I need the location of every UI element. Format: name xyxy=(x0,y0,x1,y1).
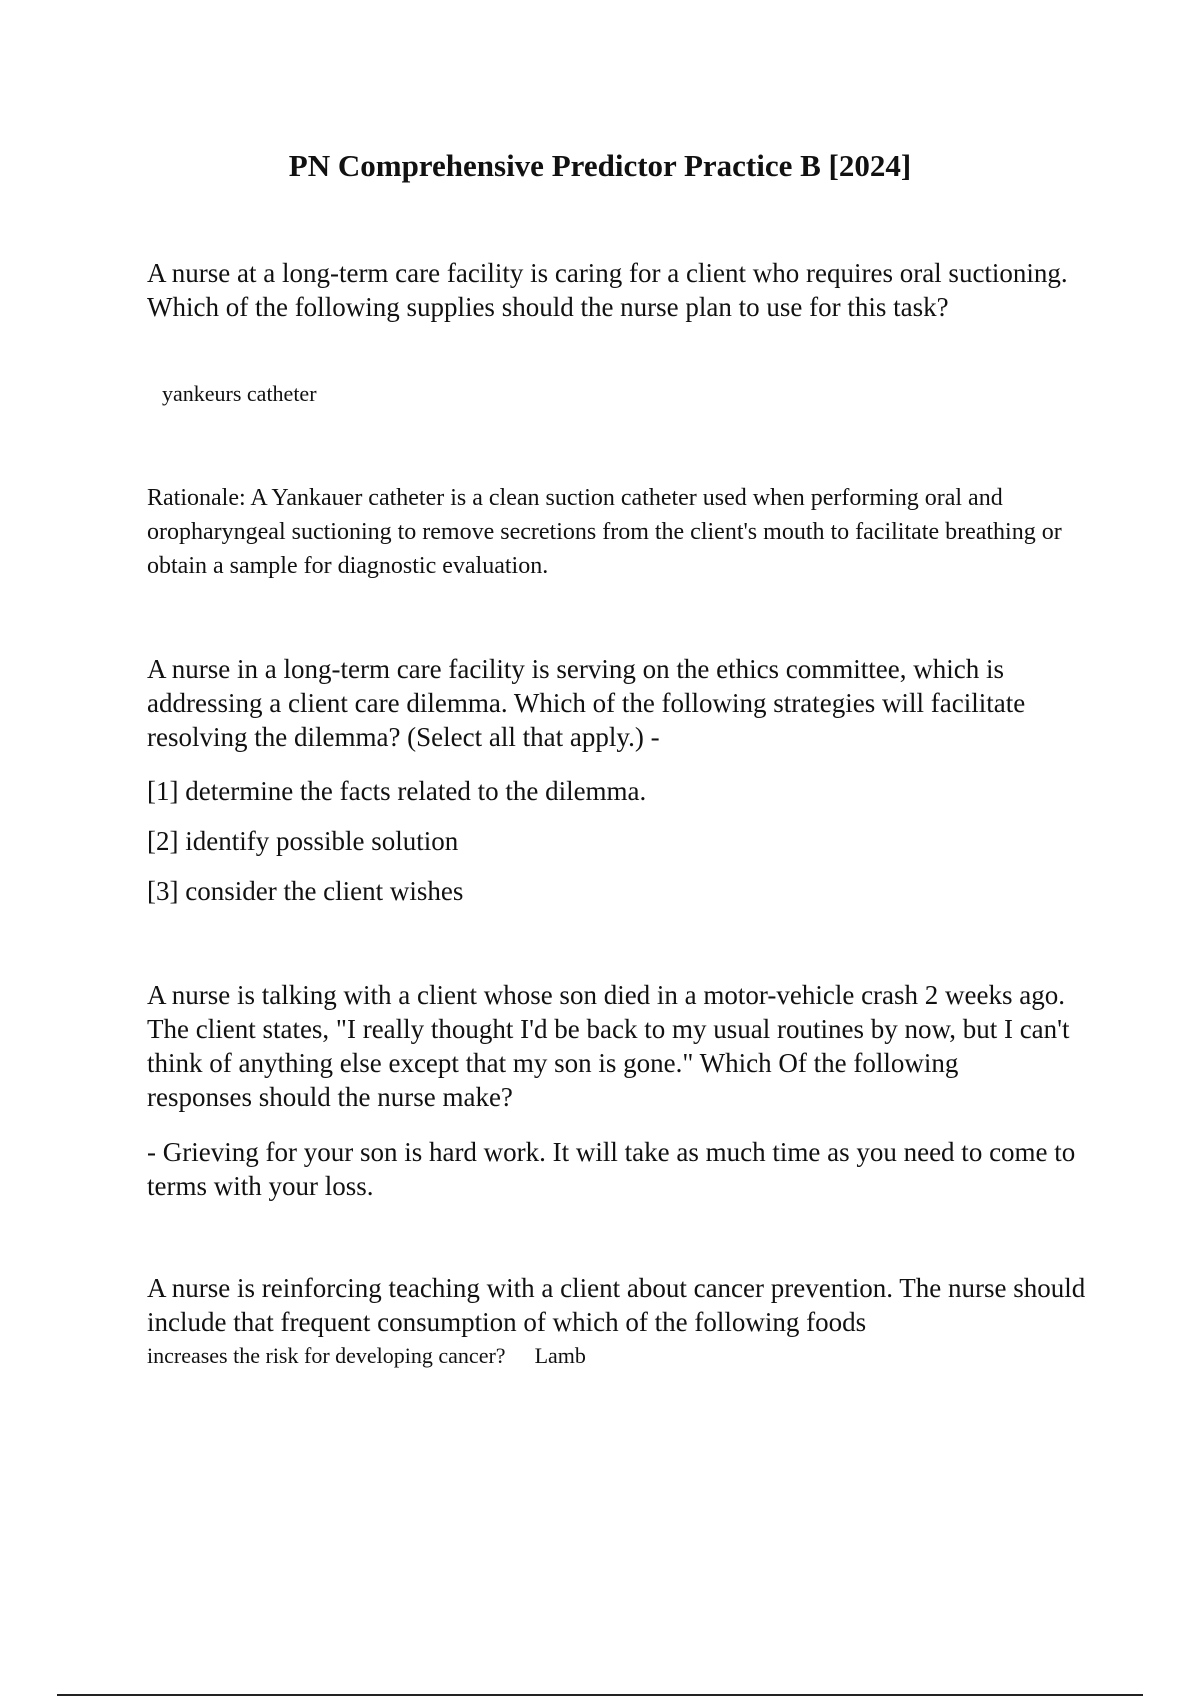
answer-block-3 xyxy=(147,1135,1097,1203)
option-item: [1] determine the facts related to the dilemma. xyxy=(147,776,647,806)
page-title: PN Comprehensive Predictor Practice B [2024] xyxy=(288,148,912,183)
question-block-3 xyxy=(147,978,1097,1114)
question-text-part2: responses should the nurse make? xyxy=(147,1082,513,1112)
bottom-divider xyxy=(57,1694,1143,1696)
question-text-part1: A nurse is reinforcing teaching with a client about cancer prevention. The nurse should include that frequent consumption of which of the following foods xyxy=(147,1273,1086,1337)
question-block-1 xyxy=(147,256,1097,324)
answer-block-1 xyxy=(162,381,1112,407)
question-text: A nurse in a long-term care facility is serving on the ethics committee, which is addressing a client care dilemma. Which of the following strategies will facilitate resolving the dilemma? (Select all that apply.) - xyxy=(147,654,1026,752)
answer-text: Lamb xyxy=(534,1343,586,1368)
answer-text: yankeurs catheter xyxy=(162,381,317,406)
rationale-block-1 xyxy=(147,481,1097,583)
question-text: A nurse at a long-term care facility is caring for a client who requires oral suctioning. Which of the following supplies should the nurse plan to use for this task? xyxy=(147,258,1068,322)
question-text-part1: A nurse is talking with a client whose son died in a motor-vehicle crash 2 weeks ago. The client states, "I really thought I'd be back to my usual routines by now, but I can't think of anything else except that my son is gone." Which Of the following xyxy=(147,980,1070,1078)
options-list-2 xyxy=(147,774,1097,908)
question-block-4 xyxy=(147,1271,1097,1373)
answer-text: - Grieving for your son is hard work. It will take as much time as you need to come to terms with your loss. xyxy=(147,1137,1076,1201)
question-text-part2: increases the risk for developing cancer? xyxy=(147,1343,506,1368)
rationale-text: Rationale: A Yankauer catheter is a clean suction catheter used when performing oral and oropharyngeal suctioning to remove secretions from the client's mouth to facilitate breathing or obtain a sample for diagnostic evaluation. xyxy=(147,485,1062,579)
option-item: [2] identify possible solution xyxy=(147,826,459,856)
question-block-2 xyxy=(147,652,1097,754)
option-item: [3] consider the client wishes xyxy=(147,876,464,906)
